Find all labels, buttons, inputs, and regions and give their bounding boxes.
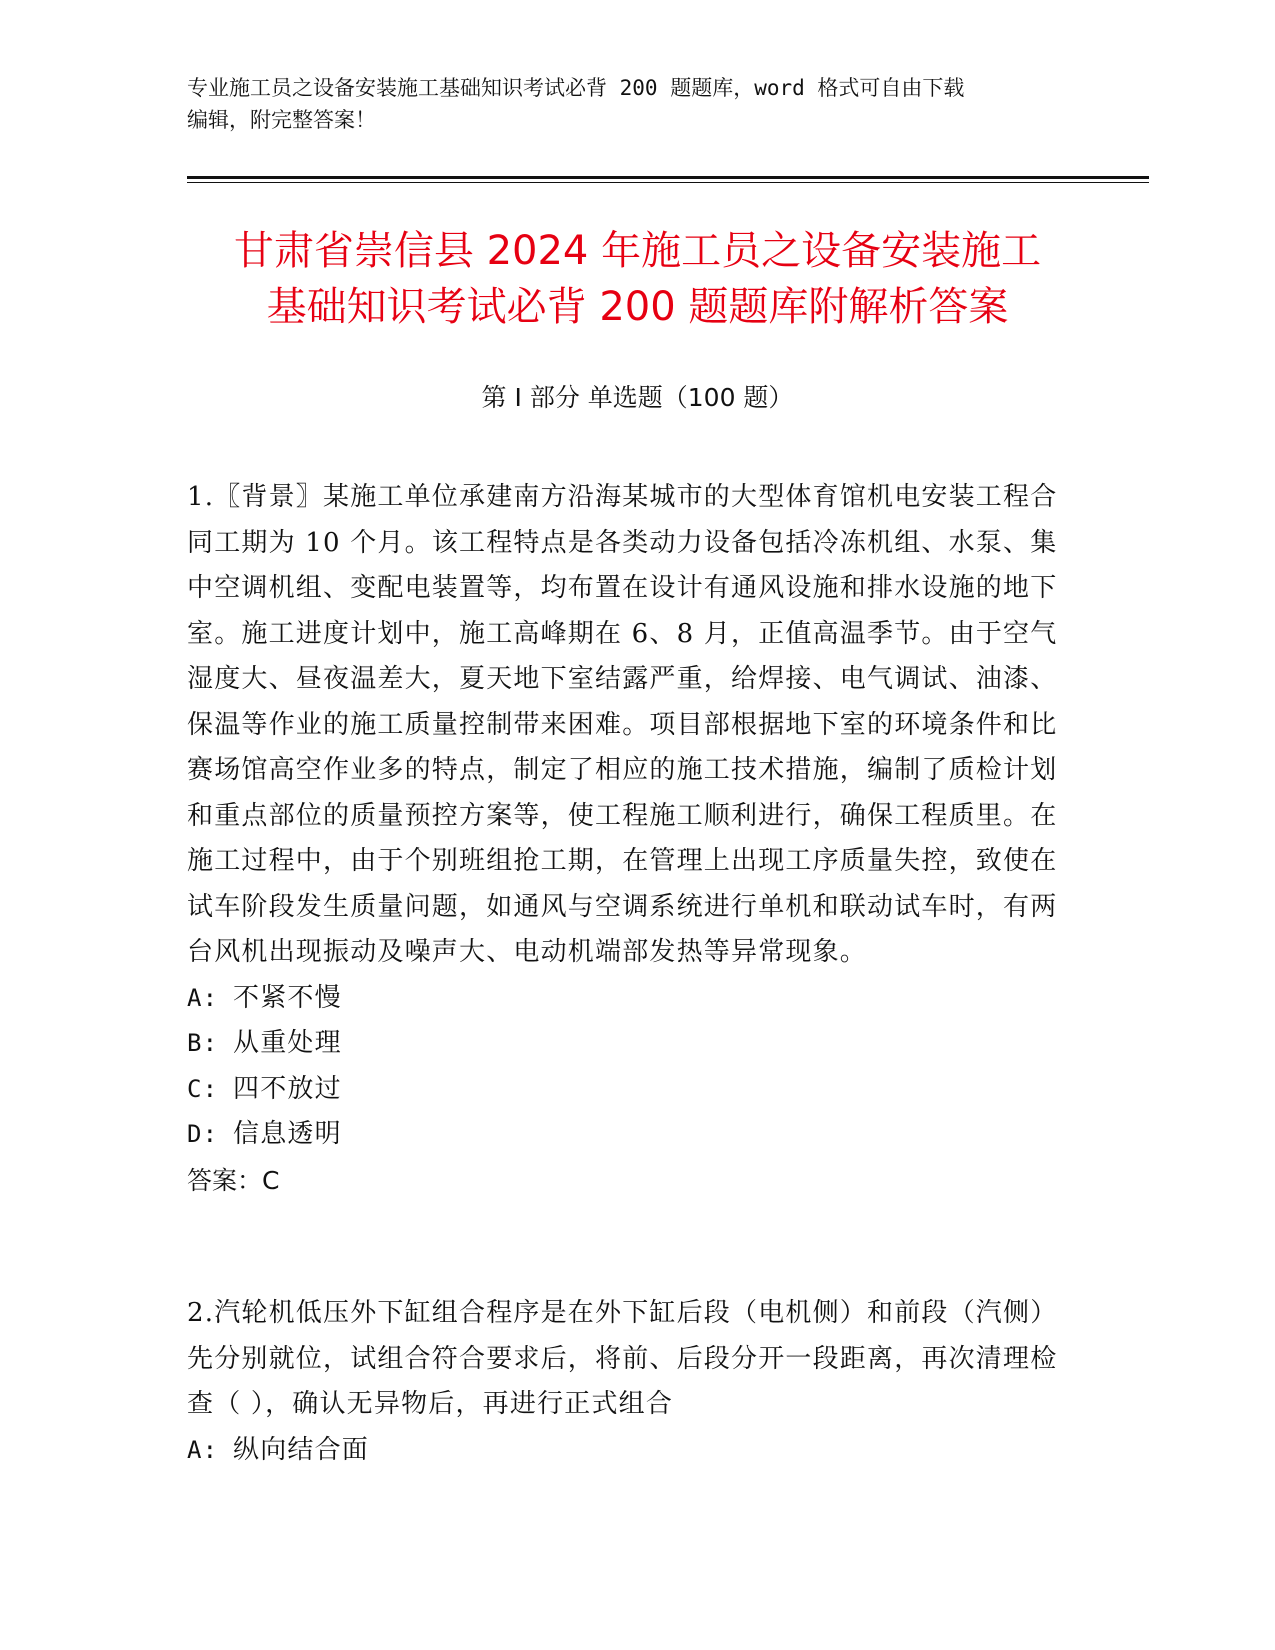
option-a xyxy=(187,976,1067,1022)
answer-label: 答案：C xyxy=(187,1165,280,1195)
header-note-line2: 编辑，附完整答案！ xyxy=(187,108,376,132)
option-letter: B: xyxy=(187,1029,219,1057)
document-title xyxy=(150,223,1125,335)
question-2 xyxy=(187,1291,1067,1473)
option-text: 信息透明 xyxy=(233,1119,342,1149)
option-letter: D: xyxy=(187,1120,219,1148)
option-text: 不紧不慢 xyxy=(233,982,342,1013)
option-text: 从重处理 xyxy=(233,1028,342,1058)
document-title-line2: 基础知识考试必背 200 题题库附解析答案 xyxy=(266,284,1009,330)
option-letter: C: xyxy=(187,1074,219,1103)
section-heading: 第 I 部分 单选题（100 题） xyxy=(481,383,794,412)
option-b xyxy=(187,1021,1067,1067)
document-title-line1: 甘肃省崇信县 2024 年施工员之设备安装施工 xyxy=(233,228,1042,274)
option-text: 四不放过 xyxy=(233,1073,342,1104)
option-c xyxy=(187,1067,1067,1113)
header-note-line1: 专业施工员之设备安装施工基础知识考试必背 200 题题库，word 格式可自由下载 xyxy=(187,76,965,100)
option-a xyxy=(187,1428,1067,1474)
option-d xyxy=(187,1112,1067,1158)
question-stem: 1.〖背景〗某施工单位承建南方沿海某城市的大型体育馆机电安装工程合同工期为 10 个月。该工程特点是各类动力设备包括冷冻机组、水泵、集中空调机组、变配电装置等，均布置在设计有通风设施和排水设施的地下室。施工进度计划中，施工高峰期在 6、8 月，正值高温季节。由于空气湿度大、昼夜温差大，夏天地下室结露严重，给焊接、电气调试、油漆、保温等作业的施工质量控制带来困难。项目部根据地下室的环境条件和比赛场馆高空作业多的特点，制定了相应的施工技术措施，编制了质检计划和重点部位的质量预控方案等，使工程施工顺利进行，确保工程质里。在施工过程中，由于个别班组抢工期，在管理上出现工序质量失控，致使在试车阶段发生质量问题，如通风与空调系统进行单机和联动试车时，有两台风机出现振动及噪声大、电动机端部发热等异常现象。 xyxy=(187,482,1058,967)
option-text: 纵向结合面 xyxy=(233,1434,370,1465)
option-letter: A: xyxy=(187,1435,219,1464)
question-1 xyxy=(187,475,1067,1203)
option-letter: A: xyxy=(187,983,219,1012)
question-stem: 2.汽轮机低压外下缸组合程序是在外下缸后段（电机侧）和前段（汽侧）先分别就位，试组合符合要求后，将前、后段分开一段距离，再次清理检查（ ），确认无异物后，再进行正式组合 xyxy=(187,1298,1058,1419)
header-divider-thin xyxy=(187,182,1149,183)
header-note xyxy=(187,72,1087,136)
header-divider-thick xyxy=(187,176,1149,179)
